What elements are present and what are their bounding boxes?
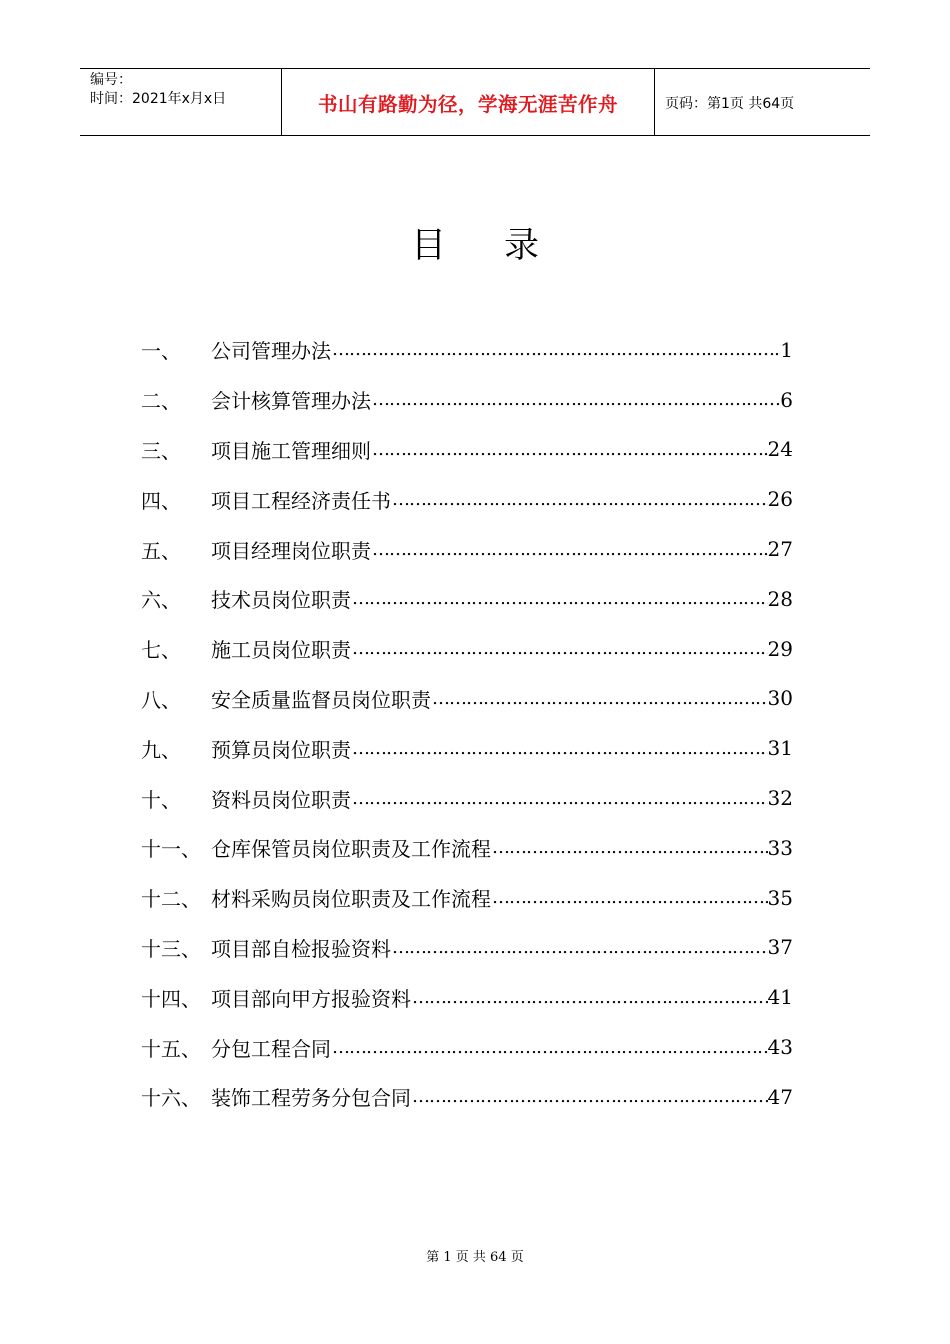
header-meta-cell xyxy=(80,69,282,135)
toc-title xyxy=(0,222,950,270)
toc-entry-page: 43 xyxy=(767,1035,793,1060)
toc-leader-dots xyxy=(351,638,768,659)
toc-leader-dots xyxy=(411,987,768,1008)
time-label: 时间：2021年x月x日 xyxy=(90,91,227,107)
header-motto: 书山有路勤为径，学海无涯苦作舟 xyxy=(282,69,655,135)
toc-entry-label: 装饰工程劳务分包合同 xyxy=(211,1086,411,1111)
toc-entry[interactable] xyxy=(141,524,793,574)
page-footer: 第 1 页 共 64 页 xyxy=(426,1250,524,1265)
toc-entry-number: 六、 xyxy=(141,588,181,613)
toc-entry-page: 27 xyxy=(767,537,793,562)
toc-entry-number: 十六、 xyxy=(141,1086,201,1111)
toc-entry-page: 32 xyxy=(767,786,793,811)
toc-title-char-2: 录 xyxy=(504,226,540,266)
toc-entry-number: 十一、 xyxy=(141,837,201,862)
toc-entry[interactable] xyxy=(141,375,793,425)
toc-entry-number: 十、 xyxy=(141,787,181,812)
toc-leader-dots xyxy=(491,887,768,908)
toc-entry-number: 七、 xyxy=(141,638,181,663)
header-page-info: 页码：第1页 共64页 xyxy=(665,96,795,112)
toc-entry-label: 预算员岗位职责 xyxy=(211,737,351,762)
toc-leader-dots xyxy=(351,588,768,609)
toc-entry[interactable] xyxy=(141,574,793,624)
toc-entry[interactable] xyxy=(141,325,793,375)
table-of-contents xyxy=(141,325,793,1122)
toc-entry-page: 31 xyxy=(767,736,793,761)
toc-entry-number: 四、 xyxy=(141,488,181,513)
toc-entry-page: 41 xyxy=(767,985,793,1010)
toc-leader-dots xyxy=(371,539,768,560)
toc-entry-page: 24 xyxy=(767,437,793,462)
toc-entry-page: 6 xyxy=(780,387,793,412)
toc-entry-number: 三、 xyxy=(141,438,181,463)
serial-label: 编号： xyxy=(90,72,132,88)
toc-entry-label: 施工员岗位职责 xyxy=(211,638,351,663)
toc-leader-dots xyxy=(411,1086,768,1107)
toc-entry-number: 八、 xyxy=(141,687,181,712)
toc-entry-label: 安全质量监督员岗位职责 xyxy=(211,687,431,712)
toc-entry[interactable] xyxy=(141,674,793,724)
toc-leader-dots xyxy=(391,489,768,510)
toc-title-char-1: 目 xyxy=(410,226,446,266)
toc-entry-page: 47 xyxy=(767,1084,793,1109)
toc-entry-page: 30 xyxy=(767,686,793,711)
toc-entry-number: 一、 xyxy=(141,339,181,364)
toc-leader-dots xyxy=(351,788,768,809)
toc-entry[interactable] xyxy=(141,923,793,973)
toc-entry-label: 仓库保管员岗位职责及工作流程 xyxy=(211,837,491,862)
toc-entry-number: 十五、 xyxy=(141,1036,201,1061)
toc-entry[interactable] xyxy=(141,873,793,923)
toc-entry-label: 资料员岗位职责 xyxy=(211,787,351,812)
toc-leader-dots xyxy=(371,439,768,460)
toc-entry-number: 五、 xyxy=(141,538,181,563)
toc-entry-page: 28 xyxy=(767,586,793,611)
toc-entry[interactable] xyxy=(141,425,793,475)
toc-entry-label: 技术员岗位职责 xyxy=(211,588,351,613)
toc-entry[interactable] xyxy=(141,624,793,674)
toc-entry-number: 十三、 xyxy=(141,936,201,961)
toc-entry-label: 材料采购员岗位职责及工作流程 xyxy=(211,887,491,912)
toc-entry-label: 分包工程合同 xyxy=(211,1036,331,1061)
toc-leader-dots xyxy=(431,688,768,709)
toc-entry-label: 会计核算管理办法 xyxy=(211,389,371,414)
toc-entry-number: 十二、 xyxy=(141,887,201,912)
toc-entry[interactable] xyxy=(141,1022,793,1072)
toc-entry[interactable] xyxy=(141,972,793,1022)
toc-entry-page: 35 xyxy=(767,885,793,910)
toc-entry-label: 公司管理办法 xyxy=(211,339,331,364)
toc-entry-label: 项目工程经济责任书 xyxy=(211,488,391,513)
toc-entry[interactable] xyxy=(141,773,793,823)
toc-entry[interactable] xyxy=(141,823,793,873)
toc-leader-dots xyxy=(371,389,780,410)
toc-leader-dots xyxy=(331,339,780,360)
toc-entry-number: 十四、 xyxy=(141,986,201,1011)
toc-entry-label: 项目施工管理细则 xyxy=(211,438,371,463)
toc-entry-page: 37 xyxy=(767,935,793,960)
toc-entry-page: 33 xyxy=(767,835,793,860)
page-header xyxy=(80,68,870,136)
toc-entry-label: 项目部向甲方报验资料 xyxy=(211,986,411,1011)
toc-entry[interactable] xyxy=(141,1072,793,1122)
toc-entry-label: 项目经理岗位职责 xyxy=(211,538,371,563)
toc-entry-number: 二、 xyxy=(141,389,181,414)
toc-leader-dots xyxy=(391,937,768,958)
toc-entry-page: 1 xyxy=(780,337,793,362)
toc-entry[interactable] xyxy=(141,723,793,773)
toc-entry[interactable] xyxy=(141,474,793,524)
toc-leader-dots xyxy=(331,1037,768,1058)
toc-entry-number: 九、 xyxy=(141,737,181,762)
toc-entry-page: 26 xyxy=(767,487,793,512)
toc-leader-dots xyxy=(351,738,768,759)
toc-entry-page: 29 xyxy=(767,636,793,661)
toc-leader-dots xyxy=(491,837,768,858)
toc-entry-label: 项目部自检报验资料 xyxy=(211,936,391,961)
